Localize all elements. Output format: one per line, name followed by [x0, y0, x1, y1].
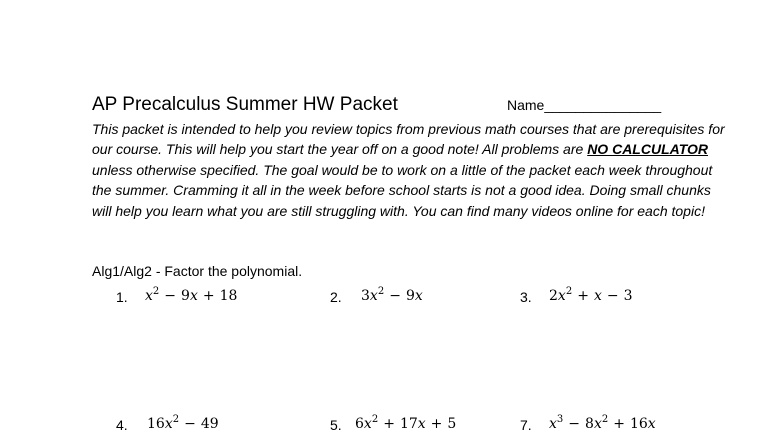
- problem-number: 3.: [520, 289, 532, 305]
- problem-expression: $16x^2 - 49$: [147, 414, 219, 432]
- problem-expression: $x^3 - 8x^2 + 16x$: [549, 414, 656, 432]
- intro-text-after: unless otherwise specified. The goal would be to work on a little of the packet each week throughout the summer. Cramming it all in the week before school starts is not a good idea. Doing small chunks will help you learn what you are still struggling with. You can find many videos online for each topic!: [92, 161, 713, 219]
- problem-expression: $2x^2 + x - 3$: [549, 286, 633, 304]
- problem-number: 7.: [520, 417, 532, 433]
- packet-title: AP Precalculus Summer HW Packet: [92, 94, 398, 115]
- problem-number: 5.: [330, 417, 342, 433]
- intro-text-before: This packet is intended to help you review topics from previous math courses that are prerequisites for our course. This will help you start the year off on a good note! All problems are: [92, 121, 725, 158]
- intro-paragraph: [92, 119, 732, 221]
- section-title: Alg1/Alg2 - Factor the polynomial.: [92, 263, 303, 279]
- problem-expression: $3x^2 - 9x$: [361, 286, 423, 304]
- intro-emphasis: NO CALCULATOR: [587, 141, 708, 158]
- problem-number: 4.: [116, 417, 128, 433]
- name-field: Name_______________: [507, 97, 662, 113]
- problem-expression: $x^2 - 9x + 18$: [145, 286, 238, 304]
- problem-number: 1.: [116, 289, 128, 305]
- problem-expression: $6x^2 + 17x + 5$: [355, 414, 457, 432]
- problem-number: 2.: [330, 289, 342, 305]
